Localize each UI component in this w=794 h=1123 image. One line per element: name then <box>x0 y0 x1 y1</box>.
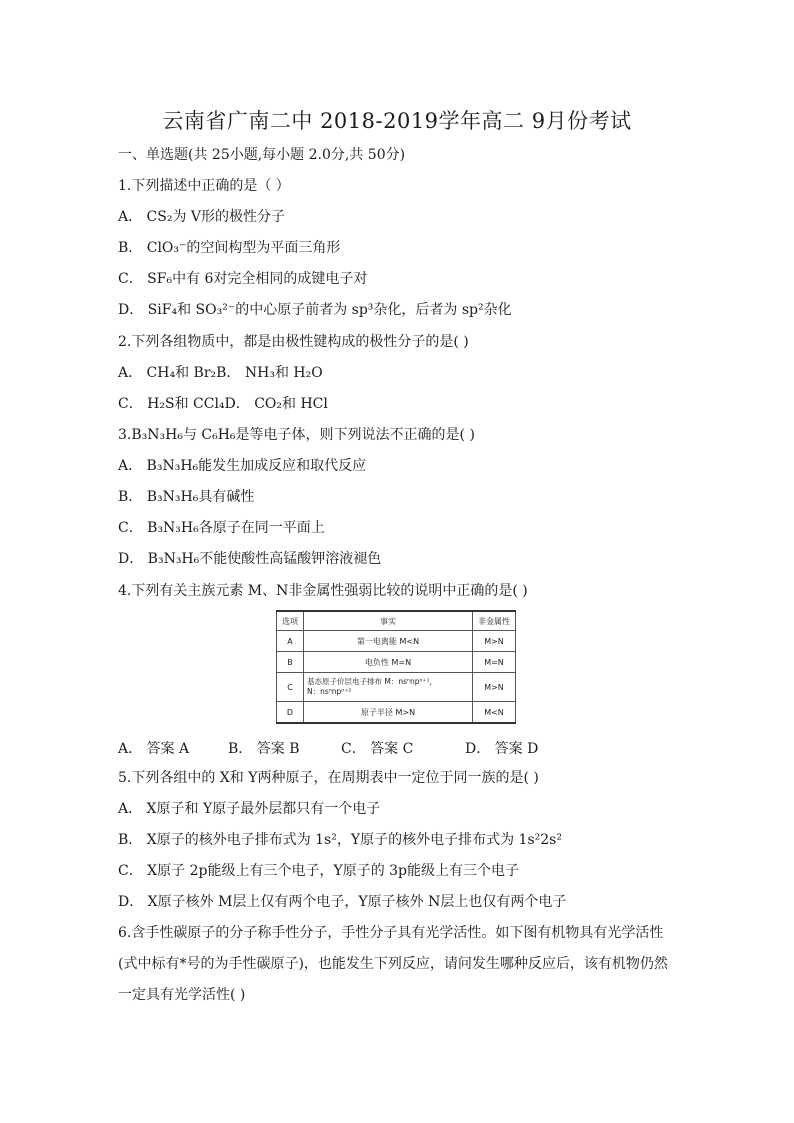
table-row <box>277 631 516 652</box>
question-2-options-cd: C． H₂S和 CCl₄D． CO₂和 HCl <box>118 396 328 412</box>
question-5-option-b: B． X原子的核外电子排布式为 1s²，Y原子的核外电子排布式为 1s²2s² <box>118 832 562 848</box>
table-cell: C <box>277 673 304 702</box>
facts-table-container <box>276 610 516 728</box>
question-4-options <box>118 738 538 758</box>
question-1-option-b: B． ClO₃⁻的空间构型为平面三角形 <box>118 240 341 256</box>
question-3-stem: 3.B₃N₃H₆与 C₆H₆是等电子体，则下列说法不正确的是( ) <box>118 427 475 443</box>
question-5-option-c: C． X原子 2p能级上有三个电子，Y原子的 3p能级上有三个电子 <box>118 863 520 879</box>
question-3-option-b: B． B₃N₃H₆具有碱性 <box>118 489 255 505</box>
table-cell: A <box>277 631 304 652</box>
table-cell: 基态原子价层电子排布 M：nsⁿnpⁿ⁺¹， N：nsⁿnpⁿ⁺² <box>304 673 473 702</box>
question-4-option-a: A． 答案 A <box>118 741 190 757</box>
question-3-option-c: C． B₃N₃H₆各原子在同一平面上 <box>118 520 325 536</box>
facts-table <box>276 610 516 724</box>
page-title: 云南省广南二中 2018-2019学年高二 9月份考试 <box>162 109 632 133</box>
table-cell: M>N <box>473 631 516 652</box>
table-cell: 原子半径 M>N <box>304 702 473 724</box>
table-header-cell: 选项 <box>277 611 304 631</box>
question-5-stem: 5.下列各组中的 X和 Y两种原子，在周期表中一定位于同一族的是( ) <box>118 770 539 786</box>
table-cell: M<N <box>473 702 516 724</box>
question-2-stem: 2.下列各组物质中，都是由极性键构成的极性分子的是( ) <box>118 334 469 350</box>
question-2-options-ab: A． CH₄和 Br₂B． NH₃和 H₂O <box>118 365 323 381</box>
question-1-option-c: C． SF₆中有 6对完全相同的成键电子对 <box>118 271 368 287</box>
question-3-option-d: D． B₃N₃H₆不能使酸性高锰酸钾溶液褪色 <box>118 551 382 567</box>
question-1-option-d: D． SiF₄和 SO₃²⁻的中心原子前者为 sp³杂化，后者为 sp²杂化 <box>118 302 512 318</box>
table-header-cell: 事实 <box>304 611 473 631</box>
table-cell: M>N <box>473 673 516 702</box>
question-4-option-d: D． 答案 D <box>465 741 539 757</box>
table-cell: B <box>277 652 304 673</box>
question-1-stem: 1.下列描述中正确的是（ ） <box>118 178 290 194</box>
question-6-stem: 6.含手性碳原子的分子称手性分子，手性分子具有光学活性。如下图有机物具有光学活性(式中标有*号的为手性碳原子)，也能发生下列反应，请问发生哪种反应后，该有机物仍然一定具有光学活性( ) <box>118 925 668 1003</box>
table-header-row <box>277 611 516 631</box>
question-4-stem: 4.下列有关主族元素 M、N非金属性强弱比较的说明中正确的是( ) <box>118 583 528 599</box>
table-cell: M=N <box>473 652 516 673</box>
section-heading: 一、单选题(共 25小题,每小题 2.0分,共 50分) <box>118 147 406 163</box>
question-5-option-d: D． X原子核外 M层上仅有两个电子，Y原子核外 N层上也仅有两个电子 <box>118 894 567 910</box>
table-cell: 第一电离能 M<N <box>304 631 473 652</box>
table-cell: 电负性 M=N <box>304 652 473 673</box>
table-header-cell: 非金属性 <box>473 611 516 631</box>
question-3-option-a: A． B₃N₃H₆能发生加成反应和取代反应 <box>118 458 367 474</box>
question-4-option-c: C． 答案 C <box>341 741 414 757</box>
question-4-option-b: B． 答案 B <box>228 741 300 757</box>
table-row <box>277 652 516 673</box>
question-5-option-a: A． X原子和 Y原子最外层都只有一个电子 <box>118 801 381 817</box>
table-row <box>277 673 516 702</box>
table-cell: D <box>277 702 304 724</box>
table-row <box>277 702 516 724</box>
question-1-option-a: A． CS₂为 V形的极性分子 <box>118 209 286 225</box>
